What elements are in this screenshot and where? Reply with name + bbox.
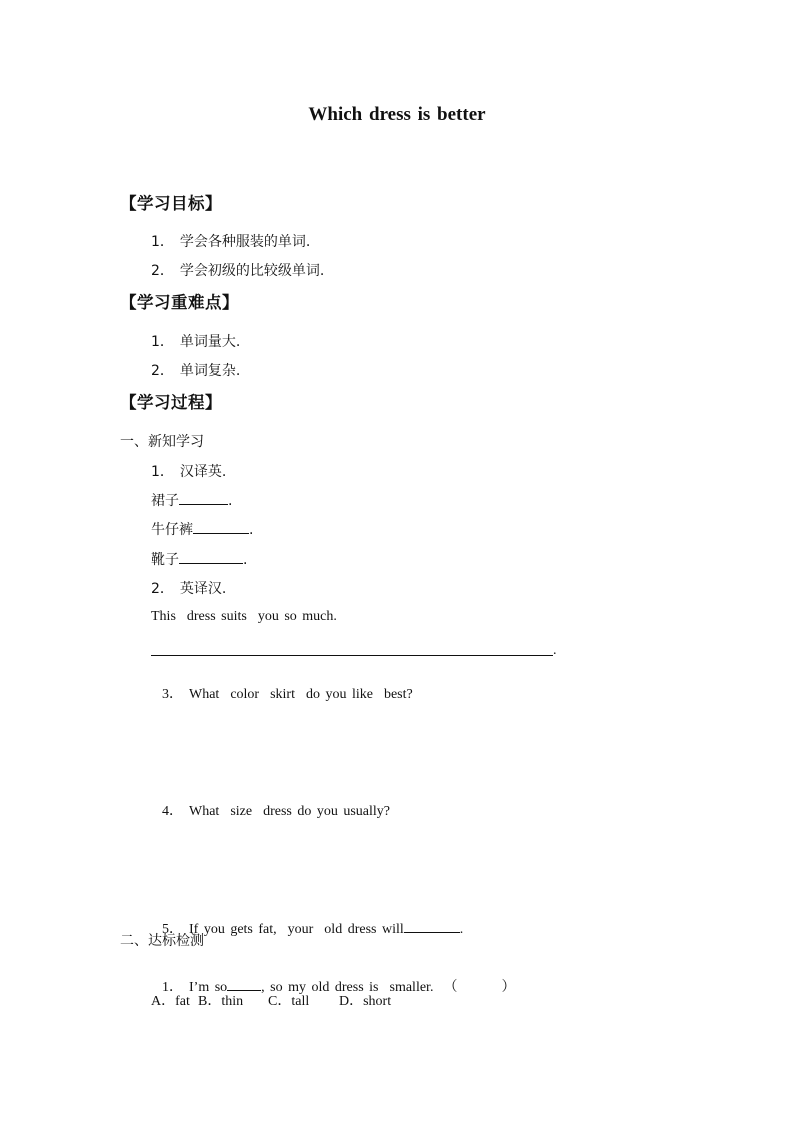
page-title: Which dress is better xyxy=(308,104,486,125)
question-4 xyxy=(151,784,390,820)
section-heading-difficulties: 【学习重难点】 xyxy=(120,293,239,312)
question-number: 2． xyxy=(151,581,174,597)
goal-text: 学会各种服装的单词. xyxy=(179,234,311,250)
part1-heading: 一、新知学习 xyxy=(120,434,204,450)
question-number: 4． xyxy=(162,804,183,819)
vocab-word: 裙子 xyxy=(151,493,179,509)
answer-blank[interactable] xyxy=(193,520,249,534)
question-text: What color skirt do you like best? xyxy=(189,687,413,702)
answer-line[interactable] xyxy=(151,655,553,656)
difficulty-number: 2． xyxy=(151,363,174,379)
vocab-end: . xyxy=(228,493,233,509)
options-row xyxy=(151,990,391,1010)
question-1 xyxy=(151,461,226,481)
translation-sentence: This dress suits you so much. xyxy=(151,609,337,624)
option-a[interactable]: A．fat xyxy=(151,994,190,1009)
vocab-item xyxy=(151,490,232,510)
question-text: I’m so xyxy=(189,980,228,995)
vocab-end: . xyxy=(243,552,248,568)
answer-parentheses[interactable]: （ ） xyxy=(443,980,516,995)
part2-heading: 二、达标检测 xyxy=(120,933,204,949)
difficulty-text: 单词复杂. xyxy=(179,363,241,379)
answer-blank[interactable] xyxy=(227,977,261,991)
option-d[interactable]: D．short xyxy=(339,994,392,1009)
section-heading-goals: 【学习目标】 xyxy=(120,194,222,213)
difficulty-item xyxy=(151,360,240,380)
answer-blank[interactable] xyxy=(404,919,460,933)
vocab-item xyxy=(151,549,247,569)
question-text: 汉译英. xyxy=(179,464,227,480)
question-end: . xyxy=(459,922,464,937)
question-number: 5． xyxy=(162,922,183,937)
question-number: 1． xyxy=(151,464,174,480)
question-3 xyxy=(151,667,413,703)
goal-text: 学会初级的比较级单词. xyxy=(179,263,325,279)
vocab-end: . xyxy=(249,522,254,538)
question-2 xyxy=(151,578,226,598)
section-heading-process: 【学习过程】 xyxy=(120,393,222,412)
answer-blank[interactable] xyxy=(179,491,228,505)
vocab-word: 牛仔裤 xyxy=(151,522,193,538)
option-b[interactable]: B．thin xyxy=(198,994,244,1009)
answer-blank[interactable] xyxy=(179,550,243,564)
difficulty-text: 单词量大. xyxy=(179,334,241,350)
vocab-word: 靴子 xyxy=(151,552,179,568)
question-number: 3． xyxy=(162,687,183,702)
question-number: 1． xyxy=(162,980,183,995)
question-text: What size dress do you usually? xyxy=(189,804,391,819)
goal-item xyxy=(151,260,324,280)
question-text: If you gets fat, your old dress will xyxy=(189,922,404,937)
difficulty-item xyxy=(151,331,240,351)
question-text: 英译汉. xyxy=(179,581,227,597)
vocab-item xyxy=(151,519,253,539)
goal-number: 2． xyxy=(151,263,174,279)
goal-number: 1． xyxy=(151,234,174,250)
answer-line-end: . xyxy=(553,643,557,658)
goal-item xyxy=(151,231,310,251)
question-text-rest: , so my old dress is smaller. xyxy=(261,980,434,995)
option-c[interactable]: C．tall xyxy=(268,994,310,1009)
difficulty-number: 1． xyxy=(151,334,174,350)
